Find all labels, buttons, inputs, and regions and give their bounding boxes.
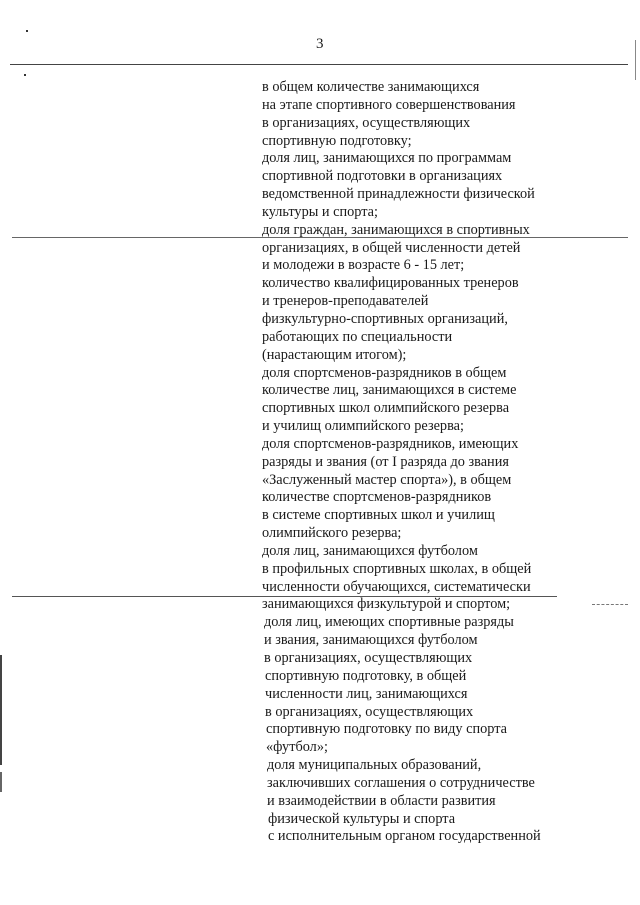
body-line: доля муниципальных образований, <box>267 757 482 774</box>
scan-edge-mark <box>24 74 26 76</box>
body-line: доля лиц, занимающихся футболом <box>262 542 478 559</box>
body-text <box>262 79 562 846</box>
body-line: в профильных спортивных школах, в общей <box>262 560 532 577</box>
body-line: и молодежи в возрасте 6 - 15 лет; <box>262 257 465 274</box>
body-line: «футбол»; <box>266 739 328 756</box>
scan-edge-mark <box>0 772 2 792</box>
body-line: заключивших соглашения о сотрудничестве <box>267 774 535 791</box>
body-line: доля спортсменов-разрядников в общем <box>262 364 507 381</box>
body-line: спортивной подготовки в организациях <box>262 168 503 185</box>
scan-edge-mark <box>0 655 2 765</box>
body-line: в организациях, осуществляющих <box>265 703 474 720</box>
body-line: доля граждан, занимающихся в спортивных <box>262 221 530 238</box>
body-line: и звания, занимающихся футболом <box>264 632 478 649</box>
body-line: численности лиц, занимающихся <box>265 685 468 702</box>
body-line: ведомственной принадлежности физической <box>262 186 535 203</box>
body-line: спортивных школ олимпийского резерва <box>262 400 510 417</box>
body-line: культуры и спорта; <box>262 203 378 220</box>
body-line: в системе спортивных школ и училищ <box>262 507 495 524</box>
body-line: доля лиц, занимающихся по программам <box>262 150 512 167</box>
body-line: занимающихся физкультурой и спортом; <box>262 596 511 613</box>
body-line: в организациях, осуществляющих <box>264 650 473 666</box>
body-line: спортивную подготовку, в общей <box>265 667 467 684</box>
body-line: на этапе спортивного совершенствования <box>262 96 516 113</box>
scan-fold-line-top <box>10 64 628 65</box>
body-line: разряды и звания (от I разряда до звания <box>262 453 509 470</box>
body-line: количестве лиц, занимающихся в системе <box>262 382 517 399</box>
body-line: в общем количестве занимающихся <box>262 79 480 95</box>
body-line: и взаимодействии в области развития <box>267 792 496 809</box>
scan-fold-line-lower <box>12 596 557 597</box>
scan-edge-mark <box>26 30 28 32</box>
body-line: физкультурно-спортивных организаций, <box>262 310 508 327</box>
scan-fold-line-middle <box>12 237 628 238</box>
body-line: спортивную подготовку; <box>262 132 412 149</box>
body-line: доля спортсменов-разрядников, имеющих <box>262 435 519 452</box>
body-line: и тренеров-преподавателей <box>262 293 429 310</box>
body-line: работающих по специальности <box>262 328 453 345</box>
page-number: 3 <box>316 36 324 52</box>
scan-fold-dash-right <box>592 604 628 605</box>
scan-edge-mark <box>635 40 636 80</box>
body-line: «Заслуженный мастер спорта»), в общем <box>262 471 512 488</box>
body-line: количестве спортсменов-разрядников <box>262 489 492 506</box>
body-line: численности обучающихся, систематически <box>262 578 531 595</box>
body-line: организациях, в общей численности детей <box>262 239 521 256</box>
body-line: в организациях, осуществляющих <box>262 114 471 131</box>
body-line: количество квалифицированных тренеров <box>262 275 519 292</box>
body-line: спортивную подготовку по виду спорта <box>266 721 508 738</box>
body-line: и училищ олимпийского резерва; <box>262 418 464 435</box>
body-line: доля лиц, имеющих спортивные разряды <box>264 614 514 631</box>
body-line: олимпийского резерва; <box>262 525 402 542</box>
body-line: с исполнительным органом государственной <box>268 828 541 845</box>
body-line: (нарастающим итогом); <box>262 346 407 363</box>
body-line: физической культуры и спорта <box>268 810 456 827</box>
